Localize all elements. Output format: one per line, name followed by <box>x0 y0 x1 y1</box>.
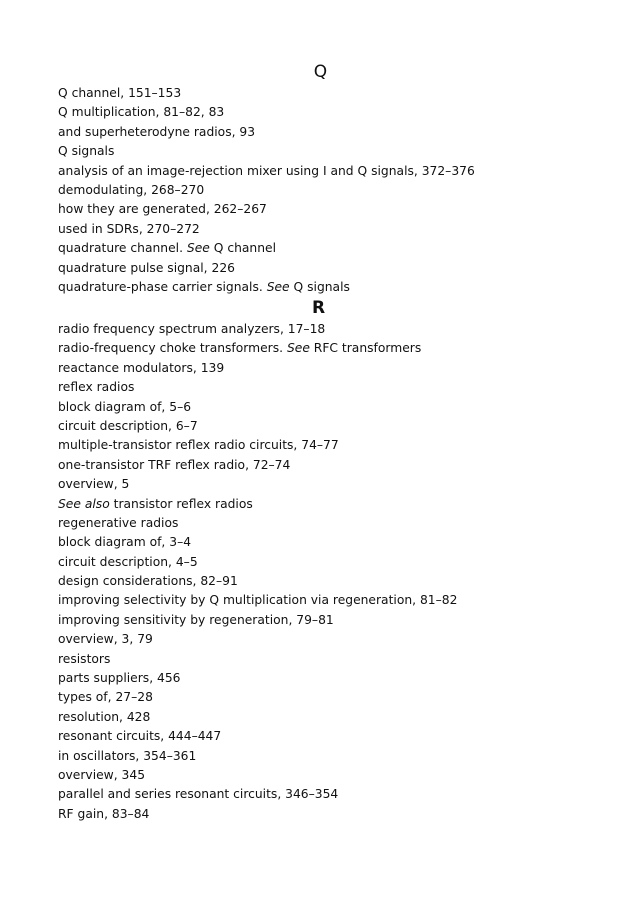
entry-text: quadrature channel. <box>58 241 187 256</box>
index-entry: design considerations, 82–91 <box>58 574 238 589</box>
index-entry: overview, 3, 79 <box>58 632 153 647</box>
index-entry <box>58 239 475 258</box>
index-entry: Q channel, 151–153 <box>58 86 182 100</box>
index-entry <box>58 495 457 514</box>
index-entry: overview, 345 <box>58 767 146 782</box>
index-entry: resistors <box>58 651 111 666</box>
index-entry <box>58 339 457 358</box>
index-entry: and superheterodyne radios, 93 <box>58 124 256 139</box>
index-entry: reactance modulators, 139 <box>58 360 225 375</box>
index-entry: block diagram of, 3–4 <box>58 535 192 550</box>
index-entry: RF gain, 83–84 <box>58 806 150 821</box>
index-entry: resolution, 428 <box>58 709 151 724</box>
index-entry: improving selectivity by Q multiplication via regeneration, 81–82 <box>58 593 458 608</box>
index-entry: Q signals <box>58 144 115 159</box>
see-target: transistor reflex radios <box>109 496 253 511</box>
index-entry: parts suppliers, 456 <box>58 671 181 686</box>
index-entry: analysis of an image-rejection mixer using I and Q signals, 372–376 <box>58 163 475 178</box>
see-target: Q channel <box>209 241 276 256</box>
index-entry: used in SDRs, 270–272 <box>58 221 200 236</box>
index-entry: radio frequency spectrum analyzers, 17–18 <box>58 322 326 336</box>
index-entry: block diagram of, 5–6 <box>58 399 192 414</box>
index-entry: Q multiplication, 81–82, 83 <box>58 105 225 120</box>
index-entry: how they are generated, 262–267 <box>58 202 267 217</box>
section-heading-q: Q <box>313 62 328 82</box>
index-entry: reflex radios <box>58 380 135 395</box>
see-reference: See <box>286 341 310 356</box>
entry-text: radio-frequency choke transformers. <box>58 341 287 356</box>
see-reference: See <box>266 279 290 294</box>
see-target: RFC transformers <box>309 341 422 356</box>
see-reference: See also <box>58 496 110 511</box>
index-entry: overview, 5 <box>58 477 130 492</box>
index-entry: quadrature pulse signal, 226 <box>58 260 235 275</box>
index-entry: resonant circuits, 444–447 <box>58 729 222 744</box>
index-entry: multiple-transistor reflex radio circuits, 74–77 <box>58 438 339 453</box>
entry-text: quadrature-phase carrier signals. <box>58 279 267 294</box>
index-entry: circuit description, 4–5 <box>58 554 198 569</box>
index-entry: regenerative radios <box>58 515 179 530</box>
index-entry: in oscillators, 354–361 <box>58 748 197 763</box>
index-entry: one-transistor TRF reflex radio, 72–74 <box>58 457 291 472</box>
index-entry: improving sensitivity by regeneration, 79–81 <box>58 612 334 627</box>
index-entry: demodulating, 268–270 <box>58 182 205 197</box>
index-entry <box>58 278 475 297</box>
index-list-r <box>58 320 457 824</box>
see-target: Q signals <box>289 279 350 294</box>
section-heading-r: R <box>311 298 326 318</box>
index-list-q <box>58 84 475 297</box>
see-reference: See <box>186 241 210 256</box>
index-entry: types of, 27–28 <box>58 690 153 705</box>
index-entry: parallel and series resonant circuits, 346–354 <box>58 787 339 802</box>
index-entry: circuit description, 6–7 <box>58 418 198 433</box>
